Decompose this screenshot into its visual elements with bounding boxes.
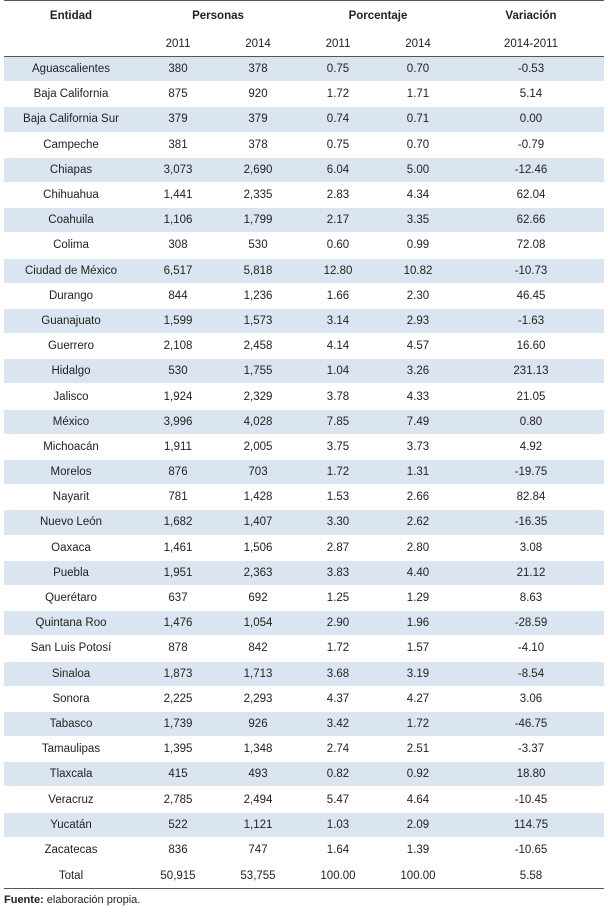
header-sub-personas-2014: 2014 (218, 31, 298, 57)
cell-porcentaje-2014: 3.19 (378, 661, 458, 686)
cell-personas-2014: 1,236 (218, 283, 298, 308)
table-row (4, 661, 604, 686)
cell-porcentaje-2014: 2.93 (378, 308, 458, 333)
table-row (4, 611, 604, 636)
table-header (4, 1, 604, 57)
cell-personas-2014: 703 (218, 460, 298, 485)
table-row (4, 409, 604, 434)
cell-variacion: 18.80 (458, 762, 604, 787)
cell-porcentaje-2011: 4.14 (298, 334, 378, 359)
cell-porcentaje-2011: 1.04 (298, 359, 378, 384)
cell-personas-2011: 1,441 (138, 182, 218, 207)
cell-entidad: Nayarit (4, 485, 138, 510)
cell-variacion: -46.75 (458, 711, 604, 736)
table-row (4, 485, 604, 510)
cell-personas-2014: 1,799 (218, 208, 298, 233)
cell-variacion: 5.14 (458, 82, 604, 107)
cell-variacion: 62.66 (458, 208, 604, 233)
table-row (4, 510, 604, 535)
cell-porcentaje-2011: 1.72 (298, 636, 378, 661)
table-row (4, 208, 604, 233)
cell-porcentaje-2011: 1.72 (298, 82, 378, 107)
cell-personas-2011: 1,924 (138, 384, 218, 409)
cell-personas-2011: 3,996 (138, 409, 218, 434)
cell-personas-2011: 6,517 (138, 258, 218, 283)
cell-porcentaje-2014: 1.29 (378, 585, 458, 610)
source-note (4, 894, 604, 906)
cell-entidad: Querétaro (4, 585, 138, 610)
total-personas-2014: 53,755 (218, 863, 298, 889)
cell-entidad: Campeche (4, 132, 138, 157)
header-variacion: Variación (458, 1, 604, 32)
cell-porcentaje-2011: 1.72 (298, 460, 378, 485)
cell-entidad: Veracruz (4, 787, 138, 812)
cell-entidad: Baja California (4, 82, 138, 107)
cell-personas-2014: 1,573 (218, 308, 298, 333)
total-label: Total (4, 863, 138, 889)
cell-porcentaje-2014: 4.27 (378, 686, 458, 711)
cell-personas-2011: 875 (138, 82, 218, 107)
header-sub-personas-2011: 2011 (138, 31, 218, 57)
cell-personas-2014: 692 (218, 585, 298, 610)
cell-personas-2011: 637 (138, 585, 218, 610)
cell-entidad: Yucatán (4, 812, 138, 837)
table-row (4, 308, 604, 333)
cell-porcentaje-2011: 1.64 (298, 837, 378, 862)
cell-entidad: Puebla (4, 560, 138, 585)
header-row-years (4, 31, 604, 57)
cell-personas-2014: 378 (218, 57, 298, 82)
cell-porcentaje-2014: 2.30 (378, 283, 458, 308)
cell-variacion: -28.59 (458, 611, 604, 636)
cell-porcentaje-2014: 4.34 (378, 182, 458, 207)
cell-porcentaje-2014: 1.71 (378, 82, 458, 107)
table-row (4, 182, 604, 207)
cell-entidad: San Luis Potosí (4, 636, 138, 661)
cell-personas-2011: 1,106 (138, 208, 218, 233)
cell-personas-2014: 2,329 (218, 384, 298, 409)
cell-variacion: -0.53 (458, 57, 604, 82)
header-sub-porcentaje-2011: 2011 (298, 31, 378, 57)
cell-porcentaje-2014: 7.49 (378, 409, 458, 434)
cell-entidad: Zacatecas (4, 837, 138, 862)
cell-personas-2011: 1,873 (138, 661, 218, 686)
cell-personas-2011: 781 (138, 485, 218, 510)
cell-variacion: -3.37 (458, 737, 604, 762)
cell-porcentaje-2011: 0.75 (298, 132, 378, 157)
cell-entidad: Nuevo León (4, 510, 138, 535)
cell-variacion: -12.46 (458, 157, 604, 182)
cell-personas-2011: 876 (138, 460, 218, 485)
total-porcentaje-2011: 100.00 (298, 863, 378, 889)
cell-variacion: 3.08 (458, 535, 604, 560)
cell-entidad: Tamaulipas (4, 737, 138, 762)
cell-variacion: -10.73 (458, 258, 604, 283)
cell-variacion: -0.79 (458, 132, 604, 157)
cell-entidad: Guanajuato (4, 308, 138, 333)
table-row (4, 686, 604, 711)
cell-porcentaje-2014: 4.64 (378, 787, 458, 812)
cell-entidad: Colima (4, 233, 138, 258)
cell-variacion: 8.63 (458, 585, 604, 610)
cell-porcentaje-2014: 2.80 (378, 535, 458, 560)
cell-porcentaje-2011: 3.42 (298, 711, 378, 736)
table-row (4, 535, 604, 560)
cell-variacion: -10.65 (458, 837, 604, 862)
cell-porcentaje-2014: 2.62 (378, 510, 458, 535)
cell-personas-2011: 522 (138, 812, 218, 837)
cell-entidad: Sinaloa (4, 661, 138, 686)
cell-porcentaje-2014: 0.70 (378, 57, 458, 82)
cell-porcentaje-2014: 0.92 (378, 762, 458, 787)
cell-porcentaje-2011: 0.75 (298, 57, 378, 82)
table-row (4, 812, 604, 837)
cell-personas-2014: 842 (218, 636, 298, 661)
cell-porcentaje-2011: 3.75 (298, 434, 378, 459)
cell-entidad: Hidalgo (4, 359, 138, 384)
cell-variacion: 4.92 (458, 434, 604, 459)
cell-personas-2011: 1,599 (138, 308, 218, 333)
cell-porcentaje-2011: 3.14 (298, 308, 378, 333)
cell-variacion: 114.75 (458, 812, 604, 837)
cell-porcentaje-2014: 4.33 (378, 384, 458, 409)
table-row (4, 334, 604, 359)
cell-personas-2011: 380 (138, 57, 218, 82)
cell-entidad: Tabasco (4, 711, 138, 736)
header-sub-variacion: 2014-2011 (458, 31, 604, 57)
cell-entidad: México (4, 409, 138, 434)
cell-variacion: -4.10 (458, 636, 604, 661)
cell-porcentaje-2014: 3.73 (378, 434, 458, 459)
table-row (4, 258, 604, 283)
header-personas: Personas (138, 1, 298, 32)
cell-personas-2014: 1,348 (218, 737, 298, 762)
cell-personas-2014: 2,363 (218, 560, 298, 585)
cell-porcentaje-2011: 3.68 (298, 661, 378, 686)
cell-personas-2011: 308 (138, 233, 218, 258)
table-row (4, 157, 604, 182)
cell-personas-2011: 415 (138, 762, 218, 787)
total-variacion: 5.58 (458, 863, 604, 889)
cell-personas-2014: 1,755 (218, 359, 298, 384)
cell-entidad: Guerrero (4, 334, 138, 359)
cell-personas-2014: 2,458 (218, 334, 298, 359)
cell-personas-2011: 1,461 (138, 535, 218, 560)
header-sub-empty (4, 31, 138, 57)
cell-porcentaje-2014: 3.26 (378, 359, 458, 384)
cell-porcentaje-2011: 2.90 (298, 611, 378, 636)
cell-personas-2011: 1,739 (138, 711, 218, 736)
cell-porcentaje-2011: 0.74 (298, 107, 378, 132)
cell-variacion: -19.75 (458, 460, 604, 485)
source-text: elaboración propia. (43, 894, 141, 906)
cell-porcentaje-2011: 4.37 (298, 686, 378, 711)
cell-porcentaje-2011: 2.17 (298, 208, 378, 233)
cell-entidad: Aguascalientes (4, 57, 138, 82)
cell-porcentaje-2014: 1.31 (378, 460, 458, 485)
cell-porcentaje-2011: 5.47 (298, 787, 378, 812)
header-row-main (4, 1, 604, 32)
cell-personas-2011: 878 (138, 636, 218, 661)
cell-personas-2011: 2,108 (138, 334, 218, 359)
cell-personas-2011: 1,476 (138, 611, 218, 636)
cell-entidad: Quintana Roo (4, 611, 138, 636)
table-row (4, 585, 604, 610)
header-porcentaje: Porcentaje (298, 1, 458, 32)
table-row (4, 837, 604, 862)
cell-porcentaje-2014: 0.99 (378, 233, 458, 258)
cell-porcentaje-2011: 3.30 (298, 510, 378, 535)
table-row (4, 132, 604, 157)
cell-personas-2014: 1,713 (218, 661, 298, 686)
cell-entidad: Oaxaca (4, 535, 138, 560)
cell-porcentaje-2014: 4.57 (378, 334, 458, 359)
cell-personas-2014: 2,335 (218, 182, 298, 207)
cell-variacion: 82.84 (458, 485, 604, 510)
data-table (4, 0, 604, 889)
cell-personas-2014: 493 (218, 762, 298, 787)
cell-personas-2014: 1,407 (218, 510, 298, 535)
cell-variacion: 3.06 (458, 686, 604, 711)
cell-entidad: Sonora (4, 686, 138, 711)
cell-personas-2014: 530 (218, 233, 298, 258)
cell-personas-2014: 5,818 (218, 258, 298, 283)
cell-personas-2014: 2,690 (218, 157, 298, 182)
cell-entidad: Jalisco (4, 384, 138, 409)
cell-porcentaje-2011: 1.53 (298, 485, 378, 510)
cell-porcentaje-2011: 12.80 (298, 258, 378, 283)
cell-personas-2011: 2,225 (138, 686, 218, 711)
cell-porcentaje-2011: 3.78 (298, 384, 378, 409)
cell-personas-2011: 379 (138, 107, 218, 132)
cell-porcentaje-2011: 1.03 (298, 812, 378, 837)
table-row (4, 384, 604, 409)
cell-personas-2014: 926 (218, 711, 298, 736)
source-label: Fuente: (4, 894, 44, 906)
cell-variacion: -8.54 (458, 661, 604, 686)
cell-personas-2011: 3,073 (138, 157, 218, 182)
cell-porcentaje-2011: 7.85 (298, 409, 378, 434)
table-row (4, 560, 604, 585)
cell-personas-2014: 4,028 (218, 409, 298, 434)
cell-variacion: -1.63 (458, 308, 604, 333)
table-row (4, 711, 604, 736)
cell-porcentaje-2011: 2.74 (298, 737, 378, 762)
cell-porcentaje-2014: 2.09 (378, 812, 458, 837)
table-row (4, 359, 604, 384)
cell-personas-2014: 747 (218, 837, 298, 862)
table-row (4, 57, 604, 82)
cell-entidad: Durango (4, 283, 138, 308)
cell-variacion: -10.45 (458, 787, 604, 812)
cell-porcentaje-2014: 1.72 (378, 711, 458, 736)
cell-porcentaje-2011: 2.87 (298, 535, 378, 560)
cell-personas-2014: 379 (218, 107, 298, 132)
table-row (4, 762, 604, 787)
cell-variacion: 62.04 (458, 182, 604, 207)
cell-porcentaje-2011: 0.82 (298, 762, 378, 787)
table-row (4, 283, 604, 308)
total-personas-2011: 50,915 (138, 863, 218, 889)
cell-porcentaje-2014: 2.51 (378, 737, 458, 762)
cell-personas-2011: 1,682 (138, 510, 218, 535)
cell-variacion: 21.12 (458, 560, 604, 585)
cell-entidad: Tlaxcala (4, 762, 138, 787)
header-sub-porcentaje-2014: 2014 (378, 31, 458, 57)
header-entidad: Entidad (4, 1, 138, 32)
table-row (4, 787, 604, 812)
cell-personas-2011: 530 (138, 359, 218, 384)
table-row (4, 82, 604, 107)
cell-variacion: 231.13 (458, 359, 604, 384)
cell-personas-2011: 381 (138, 132, 218, 157)
cell-variacion: -16.35 (458, 510, 604, 535)
cell-personas-2011: 1,911 (138, 434, 218, 459)
table-row (4, 460, 604, 485)
cell-personas-2014: 920 (218, 82, 298, 107)
cell-personas-2014: 2,293 (218, 686, 298, 711)
table-row (4, 233, 604, 258)
cell-porcentaje-2014: 2.66 (378, 485, 458, 510)
cell-variacion: 46.45 (458, 283, 604, 308)
table-row (4, 737, 604, 762)
cell-entidad: Michoacán (4, 434, 138, 459)
cell-porcentaje-2014: 3.35 (378, 208, 458, 233)
cell-personas-2014: 2,005 (218, 434, 298, 459)
cell-porcentaje-2011: 2.83 (298, 182, 378, 207)
cell-variacion: 16.60 (458, 334, 604, 359)
cell-personas-2014: 1,054 (218, 611, 298, 636)
cell-porcentaje-2014: 0.71 (378, 107, 458, 132)
cell-porcentaje-2014: 1.57 (378, 636, 458, 661)
table-body (4, 57, 604, 863)
cell-porcentaje-2011: 1.66 (298, 283, 378, 308)
cell-personas-2014: 1,121 (218, 812, 298, 837)
total-row (4, 863, 604, 889)
cell-personas-2014: 378 (218, 132, 298, 157)
cell-personas-2014: 1,428 (218, 485, 298, 510)
cell-entidad: Coahuila (4, 208, 138, 233)
cell-porcentaje-2014: 1.96 (378, 611, 458, 636)
cell-personas-2014: 1,506 (218, 535, 298, 560)
cell-variacion: 0.80 (458, 409, 604, 434)
cell-variacion: 72.08 (458, 233, 604, 258)
total-porcentaje-2014: 100.00 (378, 863, 458, 889)
cell-porcentaje-2011: 3.83 (298, 560, 378, 585)
cell-personas-2014: 2,494 (218, 787, 298, 812)
cell-personas-2011: 836 (138, 837, 218, 862)
table-row (4, 107, 604, 132)
cell-porcentaje-2011: 1.25 (298, 585, 378, 610)
cell-entidad: Chihuahua (4, 182, 138, 207)
cell-porcentaje-2014: 1.39 (378, 837, 458, 862)
cell-personas-2011: 1,395 (138, 737, 218, 762)
cell-entidad: Ciudad de México (4, 258, 138, 283)
cell-porcentaje-2014: 10.82 (378, 258, 458, 283)
cell-porcentaje-2014: 5.00 (378, 157, 458, 182)
cell-entidad: Morelos (4, 460, 138, 485)
cell-entidad: Chiapas (4, 157, 138, 182)
cell-personas-2011: 1,951 (138, 560, 218, 585)
cell-personas-2011: 844 (138, 283, 218, 308)
cell-entidad: Baja California Sur (4, 107, 138, 132)
cell-porcentaje-2011: 6.04 (298, 157, 378, 182)
table-row (4, 636, 604, 661)
cell-porcentaje-2014: 4.40 (378, 560, 458, 585)
table-container (4, 0, 604, 906)
table-row (4, 434, 604, 459)
cell-personas-2011: 2,785 (138, 787, 218, 812)
cell-variacion: 21.05 (458, 384, 604, 409)
cell-variacion: 0.00 (458, 107, 604, 132)
cell-porcentaje-2014: 0.70 (378, 132, 458, 157)
cell-porcentaje-2011: 0.60 (298, 233, 378, 258)
